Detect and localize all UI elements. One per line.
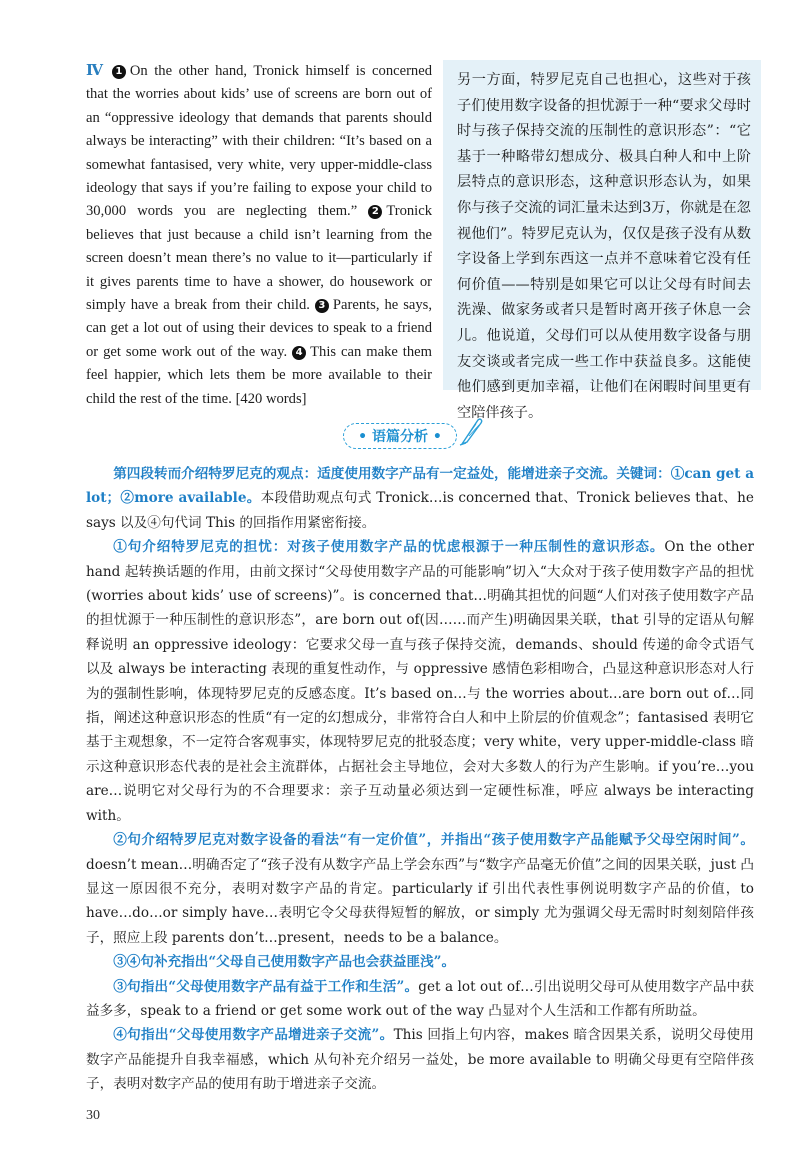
quill-icon [458, 416, 484, 446]
analysis-body [86, 462, 754, 1097]
word-count: [420 words] [235, 390, 307, 407]
analysis-4-highlight: ③④句补充指出“父母自己使用数字产品也会获益匪浅”。 [113, 954, 456, 971]
analysis-paragraph-4 [86, 950, 754, 974]
chinese-translation-box [443, 60, 761, 421]
sentence-4: This can make them feel happier, which lets them be more available to their child the rest of the time. [86, 343, 432, 407]
sentence-number-4: 4 [292, 346, 306, 360]
analysis-2-text: On the other hand 起转换话题的作用，由前文探讨“父母使用数字产品的可能影响”切入“大众对于孩子使用数字产品的担忧(worries about kids’ use of screens)”。is concerned that…明确其担忧的问题“人们对孩子使用数字产品的担忧源于一种压制性的意识形态”，are born out of(因……而产生)明确因果关联，that 引导的定语从句解释说明 an oppressive ideology：它要求父母一直与孩子保持交流，demands、should 传递的命令式语气以及 always be interacting 表现的重复性动作，与 oppressive 感情色彩相吻合，凸显这种意识形态对人行为的强制性影响，体现特罗尼克的反感态度。It’s based on…与 the worries about…are born out of…同指，阐述这种意识形态的性质“有一定的幻想成分，非常符合白人和中上阶层的价值观念”；fantasised 表明它基于主观想象，不一定符合客观事实，体现特罗尼克的批驳态度；very white，very upper-middle-class 暗示这种意识形态代表的是社会主流群体，占据社会主导地位，会对大多数人的行为产生影响。if you’re…you are…说明它对父母行为的不合理要求：亲子互动量必须达到一定硬性标准，呼应 always be interacting with。 [86, 539, 754, 824]
sentence-number-1: 1 [112, 65, 126, 79]
analysis-3-text: doesn’t mean…明确否定了“孩子没有从数字产品上学会东西”与“数字产品毫无价值”之间的因果关联，just 凸显这一原因很不充分，表明对数字产品的肯定。particularly if 引出代表性事例说明数字产品的价值，to have…do…or simply have…表明它令父母获得短暂的解放，or simply 尤为强调父母无需时时刻刻陪伴孩子，照应上段 parents don’t…present，needs to be a balance。 [86, 856, 754, 946]
sentence-number-3: 3 [315, 299, 329, 313]
analysis-6-text: This 回指上句内容，makes 暗含因果关系，说明父母使用数字产品能提升自我幸福感，which 从句补充介绍另一益处，be more available to 明确父母更有空陪伴孩子，表明对数字产品的使用有助于增进亲子交流。 [86, 1027, 754, 1093]
analysis-paragraph-3 [86, 828, 754, 950]
paragraph-marker: Ⅳ [86, 63, 106, 79]
analysis-1-highlight: 第四段转而介绍特罗尼克的观点：适度使用数字产品有一定益处，能增进亲子交流。关键词：①can get a lot；②more available。 [86, 466, 754, 507]
section-heading-pill [343, 423, 457, 449]
analysis-5-text: get a lot out of…引出说明父母可从使用数字产品中获益多多，speak to a friend or get some work out of the way 凸显对个人生活和工作都有所助益。 [86, 978, 754, 1019]
analysis-3-highlight: ②句介绍特罗尼克对数字设备的看法“有一定价值”，并指出“孩子使用数字产品能赋予父母空闲时间”。 [113, 832, 754, 849]
analysis-2-highlight: ①句介绍特罗尼克的担忧：对孩子使用数字产品的忧虑根源于一种压制性的意识形态。 [113, 539, 665, 556]
analysis-paragraph-2 [86, 535, 754, 828]
analysis-paragraph-1 [86, 462, 754, 535]
sentence-number-2: 2 [368, 205, 382, 219]
page-number: 30 [86, 1108, 100, 1123]
section-heading-label: • 语篇分析 • [358, 429, 442, 445]
section-heading [0, 423, 800, 449]
sentence-1: On the other hand, Tronick himself is concerned that the worries about kids’ use of screens are born out of an “oppressive ideology that demands that parents should always be interacting” with their children: “It’s based on a somewhat fantasised, very white, very upper-middle-class ideology that says if you’re failing to expose your child to 30,000 words you are neglecting them.” [86, 63, 432, 220]
chinese-translation: 另一方面，特罗尼克自己也担心，这些对于孩子们使用数字设备的担忧源于一种“要求父母时时与孩子保持交流的压制性的意识形态”：“它基于一种略带幻想成分、极具白种人和中上阶层特点的意识形态，这种意识形态认为，如果你与孩子交流的词汇量未达到3万，你就是在忽视他们”。特罗尼克认为，仅仅是孩子没有从数字设备上学到东西这一点并不意味着它没有任何价值——特别是如果它可以让父母有时间去洗澡、做家务或者只是暂时离开孩子休息一会儿。他说道，父母们可以从使用数字设备与朋友交谈或者完成一些工作中获益良多。这能使他们感到更加幸福，让他们在闲暇时间里更有空陪伴孩子。 [457, 72, 751, 421]
analysis-6-highlight: ④句指出“父母使用数字产品增进亲子交流”。 [113, 1027, 394, 1044]
analysis-paragraph-6 [86, 1023, 754, 1096]
sentence-2: Tronick believes that just because a child isn’t learning from the screen doesn’t mean there’s no value to it—particularly if it gives parents time to have a shower, do housework or simply have a break from their child. [86, 203, 432, 314]
analysis-5-highlight: ③句指出“父母使用数字产品有益于工作和生活”。 [113, 978, 419, 995]
english-passage [86, 60, 432, 411]
analysis-1-text: 本段借助观点句式 Tronick…is concerned that、Tronick believes that、he says 以及④句代词 This 的回指作用紧密衔接。 [86, 490, 754, 531]
sentence-3: Parents, he says, can get a lot out of using their devices to speak to a friend or get some work out of the way. [86, 297, 432, 360]
analysis-paragraph-5 [86, 975, 754, 1024]
